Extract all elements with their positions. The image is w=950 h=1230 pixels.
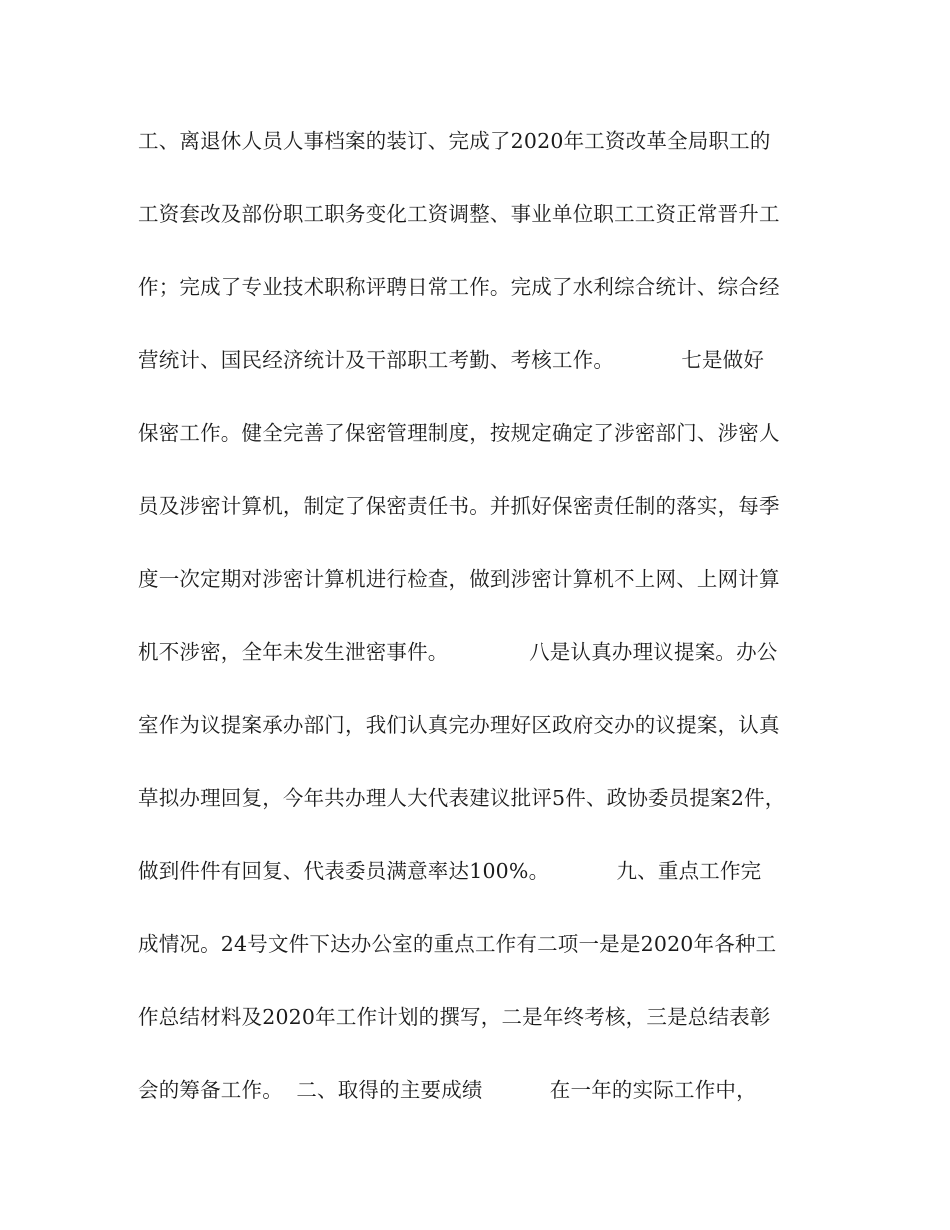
- text-line: 工、离退休人员人事档案的装订、完成了2020年工资改革全局职工的: [138, 129, 771, 153]
- text-line: 室作为议提案承办部门，我们认真完办理好区政府交办的议提案，认真: [138, 713, 780, 737]
- text-line: 工资套改及部份职工职务变化工资调整、事业单位职工工资正常晋升工: [138, 202, 780, 226]
- text-line: 员及涉密计算机，制定了保密责任书。并抓好保密责任制的落实，每季: [138, 494, 780, 518]
- text-line: 营统计、国民经济统计及干部职工考勤、考核工作。 七是做好: [138, 348, 765, 372]
- text-line: 草拟办理回复，今年共办理人大代表建议批评5件、政协委员提案2件，: [138, 786, 786, 810]
- body-text: [138, 117, 828, 1139]
- text-line: 度一次定期对涉密计算机进行检查，做到涉密计算机不上网、上网计算: [138, 567, 780, 591]
- text-line: 作总结材料及2020年工作计划的撰写，二是年终考核，三是总结表彰: [138, 1005, 771, 1029]
- text-line: 成情况。24号文件下达办公室的重点工作有二项一是是2020年各种工: [138, 932, 777, 956]
- text-line: 做到件件有回复、代表委员满意率达100%。 九、重点工作完: [138, 859, 762, 883]
- text-line: 作；完成了专业技术职称评聘日常工作。完成了水利综合统计、综合经: [138, 275, 780, 299]
- text-line: 会的筹备工作。 二、取得的主要成绩 在一年的实际工作中，: [138, 1078, 757, 1102]
- text-line: 保密工作。健全完善了保密管理制度，按规定确定了涉密部门、涉密人: [138, 421, 780, 445]
- text-line: 机不涉密，全年未发生泄密事件。 八是认真办理议提案。办公: [138, 640, 778, 664]
